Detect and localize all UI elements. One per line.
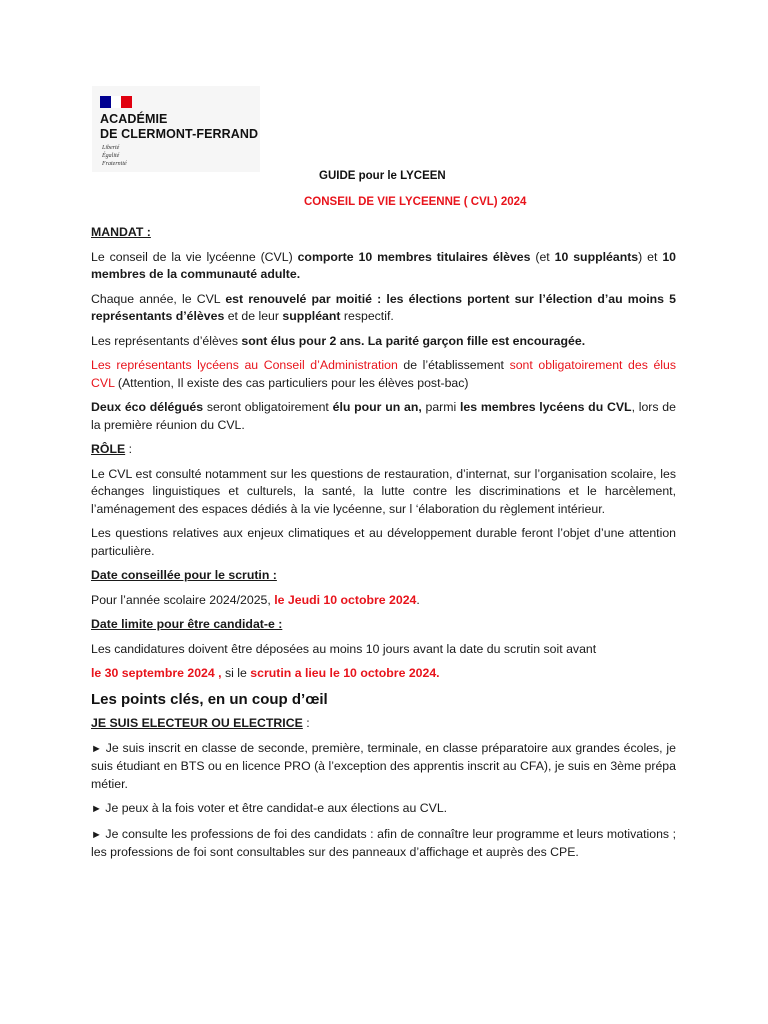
cvl-title: CONSEIL DE VIE LYCEENNE ( CVL) 2024	[304, 196, 527, 208]
arrow-bullet-icon: ►	[91, 828, 102, 841]
mandat-paragraph-3	[91, 333, 676, 351]
list-item	[91, 826, 676, 862]
scrutin-date: scrutin a lieu le 10 octobre 2024.	[250, 666, 440, 680]
arrow-bullet-icon: ►	[91, 803, 102, 815]
date-limite-paragraph: Les candidatures doivent être déposées au moins 10 jours avant la date du scrutin soit avant	[91, 641, 597, 656]
flag-white-stripe	[111, 96, 122, 108]
text-run: Les représentants d’élèves	[91, 333, 242, 348]
mandat-paragraph-5	[91, 399, 676, 434]
electeur-heading: JE SUIS ELECTEUR OU ELECTRICE	[91, 716, 303, 730]
list-item	[91, 740, 676, 794]
text-run-bold: est renouvelé par moitié : les élections portent sur l’élection d’au moins 5 représentants d’élèves	[91, 291, 677, 323]
role-paragraph-1: Le CVL est consulté notamment sur les questions de restauration, d’internat, sur l’organisation scolaire, les échanges linguistiques et culturels, la santé, la lutte contre les discriminations et le harcèlement, l’aménagement des espaces dédiés à la vie lycéenne, sur l ‘élaboration du règlement intérieur.	[91, 466, 676, 516]
document-body	[91, 224, 676, 869]
text-run: Chaque année, le CVL	[91, 291, 226, 306]
text-run: , lors de la première réunion du CVL.	[91, 400, 676, 432]
electeur-heading-line	[91, 715, 676, 733]
motto-fraternite: Fraternité	[102, 161, 127, 167]
date-conseillee-paragraph	[91, 592, 676, 610]
deadline-date: le 30 septembre 2024 ,	[91, 666, 222, 680]
mandat-paragraph-2	[91, 291, 676, 326]
logo-clermont-text: DE CLERMONT-FERRAND	[100, 127, 259, 141]
date-conseillee-heading: Date conseillée pour le scrutin :	[91, 568, 277, 582]
date-limite-dates	[91, 665, 676, 683]
role-heading-line	[91, 441, 676, 459]
text-run: (et	[530, 249, 555, 264]
academie-logo	[92, 86, 260, 172]
text-run: .	[416, 592, 420, 607]
guide-title: GUIDE pour le LYCEEN	[319, 170, 446, 182]
text-run-bold: comporte 10 membres titulaires élèves	[297, 249, 531, 264]
text-run-bold: 10 suppléants	[554, 249, 639, 264]
text-run: Pour l’année scolaire 2024/2025,	[91, 592, 275, 607]
text-run-bold: les membres lycéens du CVL	[460, 400, 632, 414]
text-run-red: sont obligatoirement des élus CVL	[91, 358, 677, 390]
marianne-flag-icon	[100, 96, 132, 108]
text-run: :	[302, 716, 310, 730]
motto-liberte: Liberté	[102, 145, 120, 151]
text-run: seront obligatoirement	[203, 400, 333, 414]
motto-egalite: Égalité	[102, 153, 120, 159]
text-run: ) et	[638, 249, 663, 264]
text-run: parmi	[421, 400, 461, 414]
role-heading: RÔLE	[91, 442, 126, 456]
text-run-bold: élu pour un an,	[332, 400, 422, 414]
text-run: de l’établissement	[397, 358, 510, 372]
mandat-heading: MANDAT :	[91, 225, 151, 239]
text-run: Le conseil de la vie lycéenne (CVL)	[91, 249, 298, 264]
arrow-bullet-icon: ►	[91, 742, 102, 755]
flag-blue-stripe	[100, 96, 111, 108]
date-limite-heading: Date limite pour être candidat-e :	[91, 617, 283, 631]
text-run-red: Les représentants lycéens au Conseil d’Administration	[91, 358, 398, 372]
points-cles-heading: Les points clés, en un coup d’œil	[91, 690, 328, 708]
flag-red-stripe	[121, 96, 132, 108]
list-item	[91, 800, 676, 819]
mandat-paragraph-1	[91, 249, 676, 284]
text-run: et de leur	[224, 309, 283, 323]
text-run-bold: Deux éco délégués	[91, 400, 204, 414]
text-run: :	[125, 442, 133, 456]
mandat-paragraph-4	[91, 357, 676, 392]
role-paragraph-2: Les questions relatives aux enjeux climatiques et au développement durable feront l’objet d’une attention particulière.	[91, 526, 676, 558]
scrutin-date: le Jeudi 10 octobre 2024	[274, 592, 417, 607]
logo-academie-text: ACADÉMIE	[100, 112, 168, 126]
list-item-text: Je suis inscrit en classe de seconde, première, terminale, en classe préparatoire aux grandes écoles, je suis étudiant en BTS ou en licence PRO (à l’exception des apprentis inscrit au CFA), je suis en 3ème prépa métier.	[91, 740, 676, 791]
list-item-text: Je consulte les professions de foi des candidats : afin de connaître leur programme et leurs motivations ; les professions de foi sont consultables sur des panneaux d’affichage et auprès des CPE.	[91, 826, 676, 859]
list-item-text: Je peux à la fois voter et être candidat-e aux élections au CVL.	[101, 801, 448, 815]
text-run: (Attention, Il existe des cas particuliers pour les élèves post-bac)	[114, 375, 469, 390]
text-run: respectif.	[340, 309, 394, 323]
text-run: si le	[221, 666, 251, 680]
text-run-bold: suppléant	[282, 309, 341, 323]
text-run-bold: sont élus pour 2 ans. La parité garçon fille est encouragée.	[241, 333, 586, 348]
text-run-bold: 10 membres de la communauté adulte.	[91, 249, 676, 281]
